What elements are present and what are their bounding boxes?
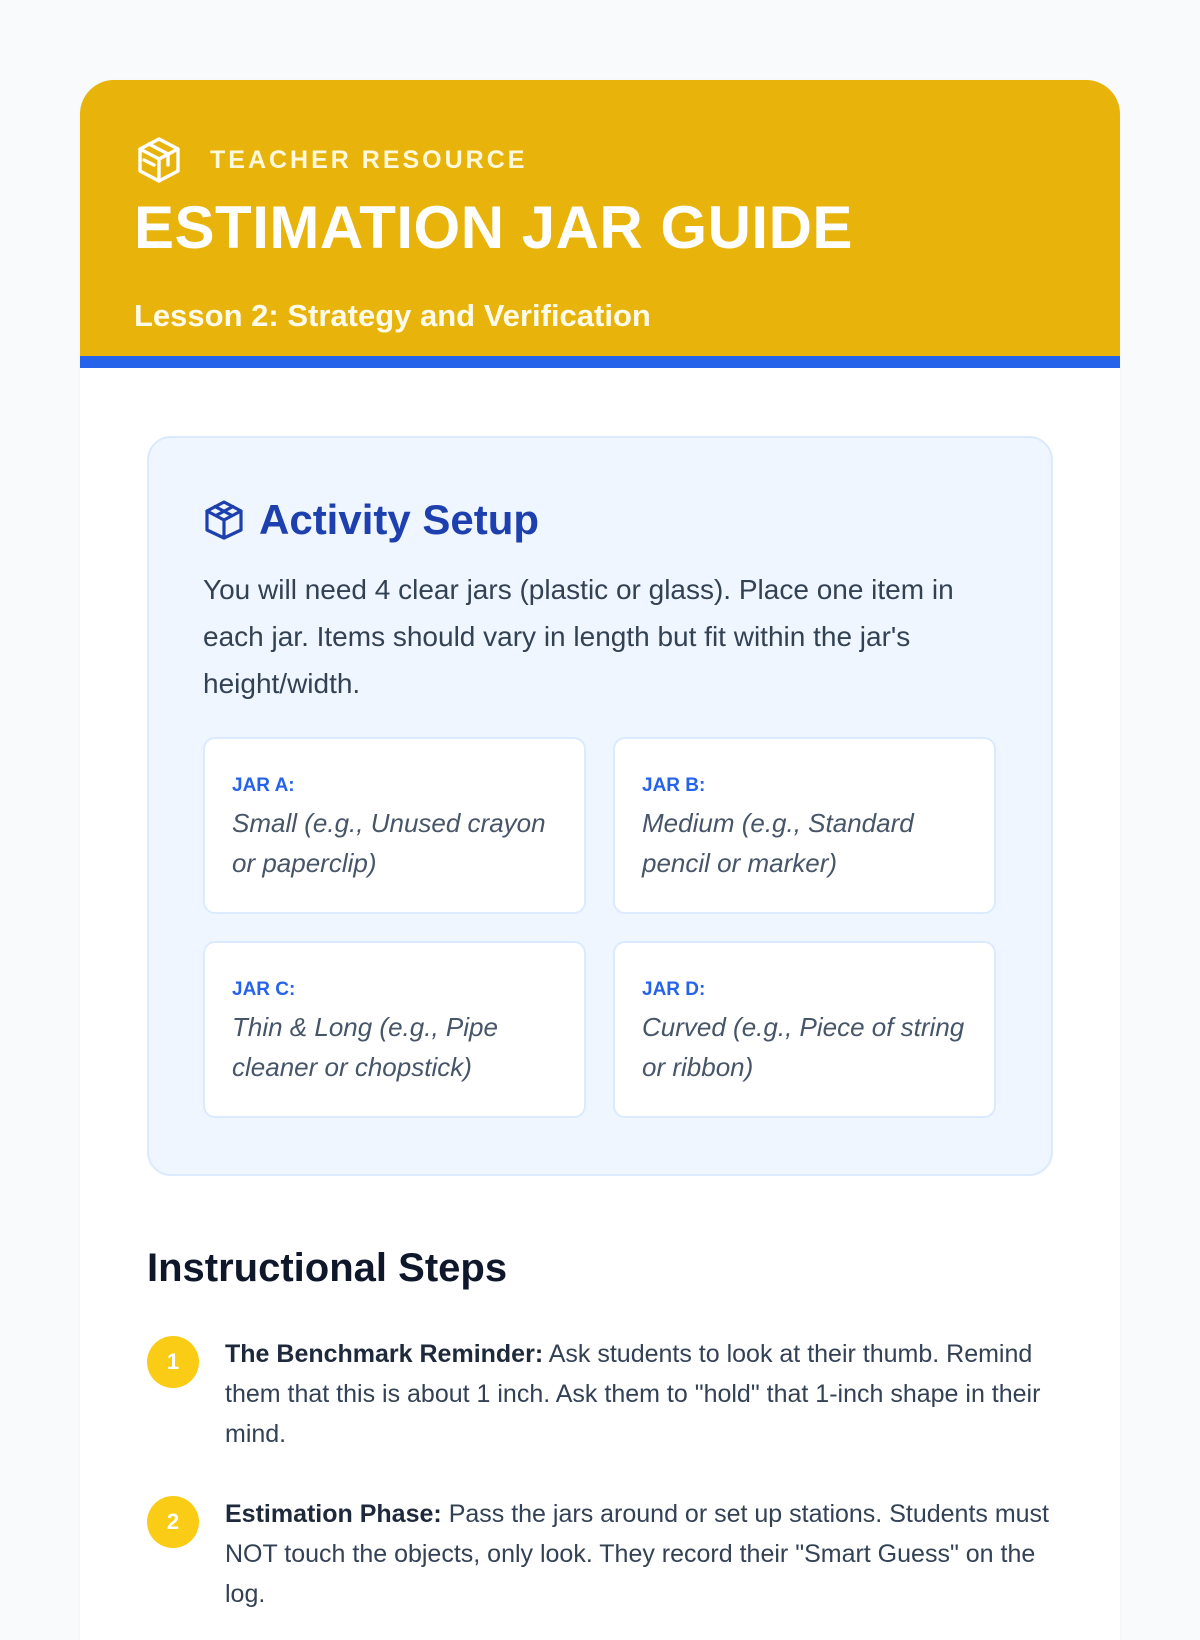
step-item-2	[147, 1494, 1053, 1614]
resource-card	[80, 80, 1120, 1640]
step-separator	[442, 1500, 449, 1528]
step-body: Pass the jars around or set up stations. Students must NOT touch the objects, only look. They record their "Smart Guess" on the log.	[225, 1500, 1050, 1608]
jar-card-d	[613, 941, 996, 1118]
jar-description: Thin & Long (e.g., Pipe cleaner or chopstick)	[232, 1012, 498, 1082]
jar-label: JAR D:	[642, 979, 706, 1000]
activity-setup-heading	[203, 492, 997, 548]
step-body: Ask students to look at their thumb. Remind them that this is about 1 inch. Ask them to "hold" that 1-inch shape in their mind.	[225, 1340, 1041, 1448]
resource-eyebrow	[134, 134, 1066, 186]
instructional-steps-list	[147, 1334, 1053, 1614]
jar-label: JAR B:	[642, 775, 706, 796]
step-text	[225, 1494, 1053, 1614]
guide-content	[80, 368, 1120, 1614]
page-title: ESTIMATION JAR GUIDE	[134, 194, 853, 261]
instructional-steps-title: Instructional Steps	[147, 1246, 508, 1290]
step-number-badge: 2	[147, 1496, 199, 1548]
jar-card-a	[203, 737, 586, 914]
step-number-badge: 1	[147, 1336, 199, 1388]
package-icon	[203, 499, 245, 541]
step-item-1	[147, 1334, 1053, 1454]
step-title: The Benchmark Reminder:	[225, 1340, 544, 1368]
step-title: Estimation Phase:	[225, 1500, 442, 1528]
resource-label: TEACHER RESOURCE	[210, 145, 528, 174]
jar-description: Medium (e.g., Standard pencil or marker)	[642, 808, 914, 878]
activity-setup-title: Activity Setup	[259, 496, 540, 543]
jar-label: JAR A:	[232, 775, 295, 796]
activity-setup-description: You will need 4 clear jars (plastic or glass). Place one item in each jar. Items should vary in length but fit within the jar's height/width.	[203, 574, 954, 699]
jar-card-b	[613, 737, 996, 914]
jar-list	[203, 737, 997, 1118]
lesson-subtitle: Lesson 2: Strategy and Verification	[134, 298, 651, 334]
jar-description: Small (e.g., Unused crayon or paperclip)	[232, 808, 546, 878]
page-header	[80, 80, 1120, 368]
box-icon	[134, 135, 184, 185]
jar-card-c	[203, 941, 586, 1118]
activity-setup-panel	[147, 436, 1053, 1176]
jar-label: JAR C:	[232, 979, 296, 1000]
step-text	[225, 1334, 1053, 1454]
jar-description: Curved (e.g., Piece of string or ribbon)	[642, 1012, 965, 1082]
